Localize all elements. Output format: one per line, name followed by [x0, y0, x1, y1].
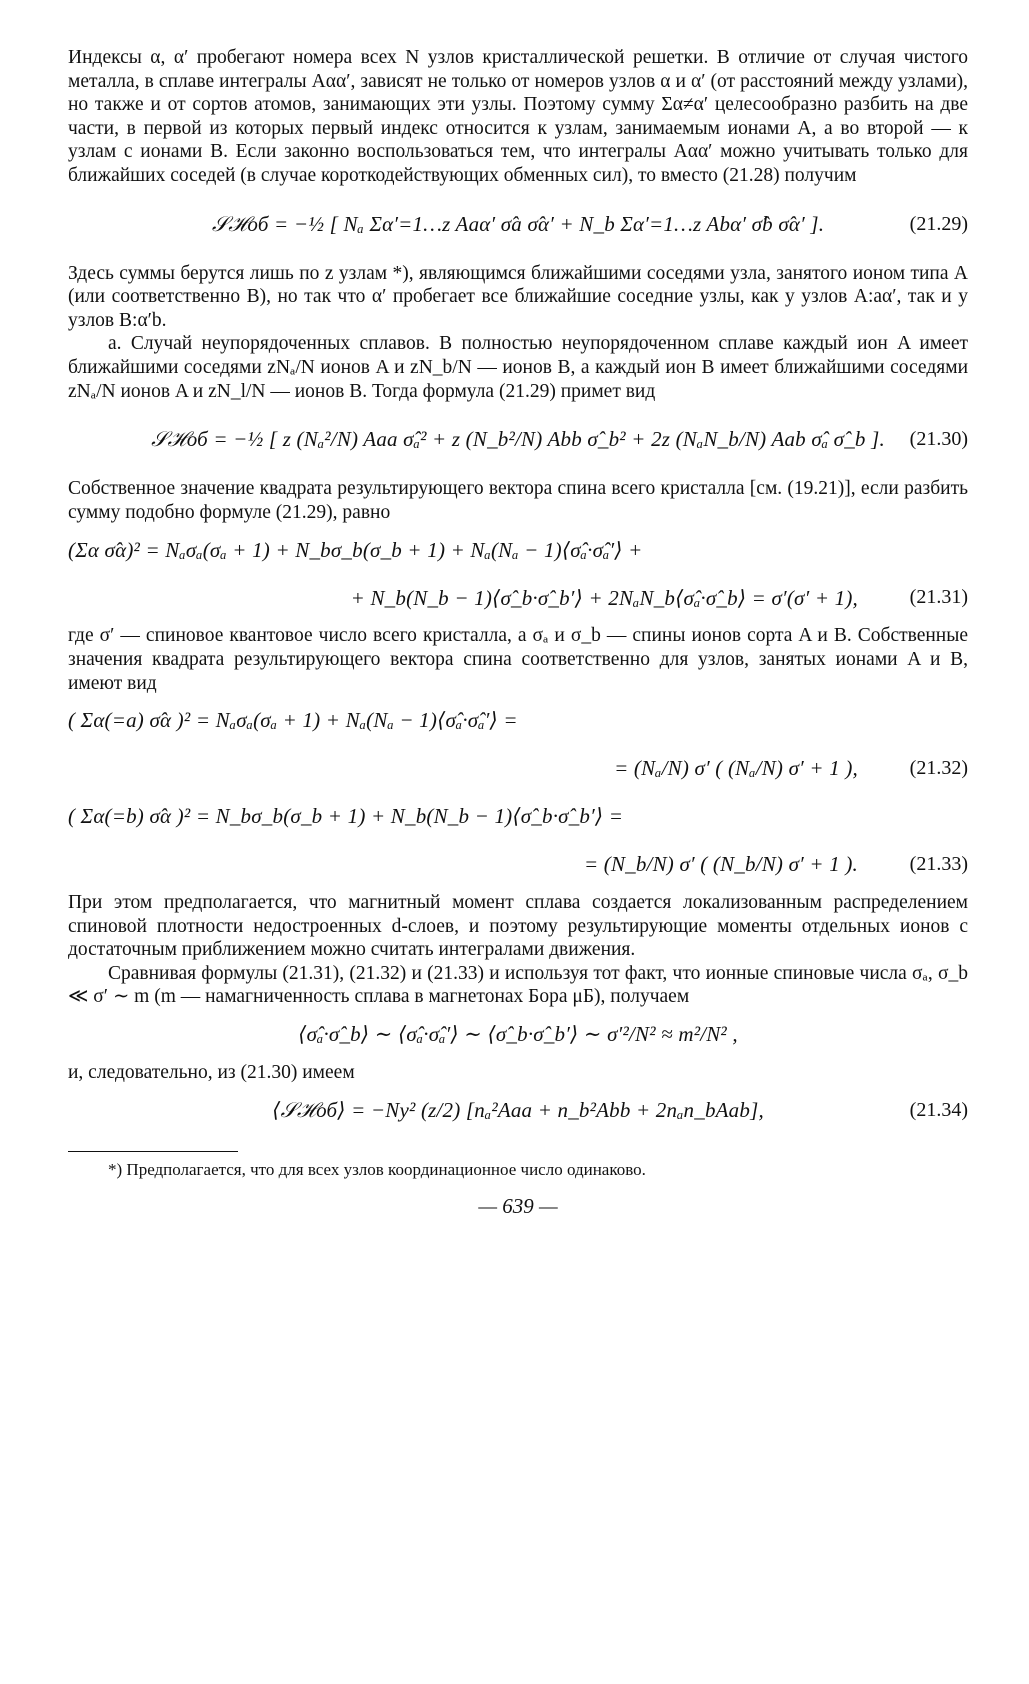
footnote-divider	[68, 1151, 238, 1152]
equation-21-31-line2	[68, 576, 968, 620]
equation-21-32-line2	[68, 747, 968, 791]
equation-number: (21.30)	[909, 428, 968, 451]
equation-expression: (Σα σ̂α)² = Nₐσₐ(σₐ + 1) + N_bσ_b(σ_b + 1) + Nₐ(Nₐ − 1)⟨σ̂ₐ·σ̂ₐ′⟩ +	[68, 537, 643, 562]
paragraph-6: При этом предполагается, что магнитный момент сплава создается локализованным распределением спиновой плотности недостроенных d-слоев, и поэтому результирующие моменты отдельных ионов с достаточным приближением можно считать интегралами движения.	[68, 892, 968, 961]
equation-number: (21.31)	[909, 586, 968, 609]
equation-expression: 𝒮ℋоб = −½ [ z (Nₐ²/N) Aaa σ̂ₐ² + z (N_b²/N) Abb σ̂_b² + 2z (NₐN_b/N) Aab σ̂ₐ σ̂_b ].	[151, 427, 885, 452]
paragraph-1: Индексы α, α′ пробегают номера всех N узлов кристаллической решетки. В отличие от случая чистого металла, в сплаве интегралы Aαα′, зависят не только от номеров узлов α и α′ (от расстояний между узлами), но также и от сортов атомов, занимающих эти узлы. Поэтому сумму Σα≠α′ целесообразно разбить на две части, в первой из которых первый индекс относится к узлам, занимаемым ионами A, а во второй — к узлам с ионами B. Если законно воспользоваться тем, что интегралы Aαα′ можно учитывать только для ближайших соседей (в случае короткодействующих обменных сил), то вместо (21.28) получим	[68, 47, 968, 186]
equation-21-29	[68, 192, 968, 258]
page-number: — 639 —	[478, 1194, 558, 1219]
paragraph-4: Собственное значение квадрата результирующего вектора спина всего кристалла [см. (19.21)], если разбить сумму подобно формуле (21.29), равно	[68, 478, 968, 523]
paragraph-5: где σ′ — спиновое квантовое число всего кристалла, а σₐ и σ_b — спины ионов сорта A и B. Собственные значения квадрата результирующего вектора спина соответственно для узлов, занятых ионами A и B, имеют вид	[68, 625, 968, 694]
equation-21-33-line2	[68, 843, 968, 887]
page	[68, 46, 968, 1656]
equation-expression: = (N_b/N) σ′ ( (N_b/N) σ′ + 1 ).	[583, 852, 858, 877]
paragraph-3: а. Случай неупорядоченных сплавов. В полностью неупорядоченном сплаве каждый ион A имеет ближайшими соседями zNₐ/N ионов A и zN_b/N — ионов B, а каждый ион B имеет ближайшими соседями zNₐ/N ионов A и zN_l/N — ионов B. Тогда формула (21.29) примет вид	[68, 333, 968, 402]
footnote: *) Предполагается, что для всех узлов координационное число одинаково.	[108, 1159, 646, 1179]
equation-expression: ( Σα(=a) σ̂α )² = Nₐσₐ(σₐ + 1) + Nₐ(Nₐ − 1)⟨σ̂ₐ·σ̂ₐ′⟩ =	[68, 708, 518, 733]
paragraph-7: Сравнивая формулы (21.31), (21.32) и (21.33) и используя тот факт, что ионные спиновые числа σₐ, σ_b ≪ σ′ ∼ m (m — намагниченность сплава в магнетонах Бора μБ), получаем	[68, 962, 968, 1008]
equation-correlations	[68, 1013, 968, 1057]
equation-expression: ⟨σ̂ₐ·σ̂_b⟩ ∼ ⟨σ̂ₐ·σ̂ₐ′⟩ ∼ ⟨σ̂_b·σ̂_b′⟩ ∼ σ′²/N² ≈ m²/N² ,	[298, 1022, 738, 1047]
equation-21-33-line1	[68, 795, 968, 839]
equation-expression: ⟨𝒮ℋоб⟩ = −Ny² (z/2) [nₐ²Aaa + n_b²Abb + 2nₐn_bAab],	[272, 1097, 764, 1122]
equation-21-31-line1	[68, 528, 968, 572]
equation-21-32-line1	[68, 699, 968, 743]
paragraph-2: Здесь суммы берутся лишь по z узлам *), являющимся ближайшими соседями узла, занятого ионом типа A (или соответственно B), но так что α′ пробегает все ближайшие соседние узлы, как у узлов A:aα′, так и у узлов B:α′b.	[68, 262, 968, 331]
equation-expression: = (Nₐ/N) σ′ ( (Nₐ/N) σ′ + 1 ),	[614, 756, 858, 781]
paragraph-8: и, следовательно, из (21.30) имеем	[68, 1062, 355, 1084]
equation-21-30	[68, 407, 968, 473]
equation-expression: + N_b(N_b − 1)⟨σ̂_b·σ̂_b′⟩ + 2NₐN_b⟨σ̂ₐ·σ̂_b⟩ = σ′(σ′ + 1),	[350, 585, 858, 610]
equation-expression: ( Σα(=b) σ̂α )² = N_bσ_b(σ_b + 1) + N_b(N_b − 1)⟨σ̂_b·σ̂_b′⟩ =	[68, 804, 624, 829]
equation-expression: 𝒮ℋоб = −½ [ Nₐ Σα′=1…z Aaα′ σ̂a σ̂α′ + N_b Σα′=1…z Abα′ σ̂b σ̂α′ ].	[211, 211, 825, 236]
equation-21-34	[68, 1089, 968, 1133]
equation-number: (21.32)	[909, 757, 968, 780]
equation-number: (21.33)	[909, 853, 968, 876]
equation-number: (21.29)	[909, 212, 968, 235]
equation-number: (21.34)	[909, 1098, 968, 1121]
